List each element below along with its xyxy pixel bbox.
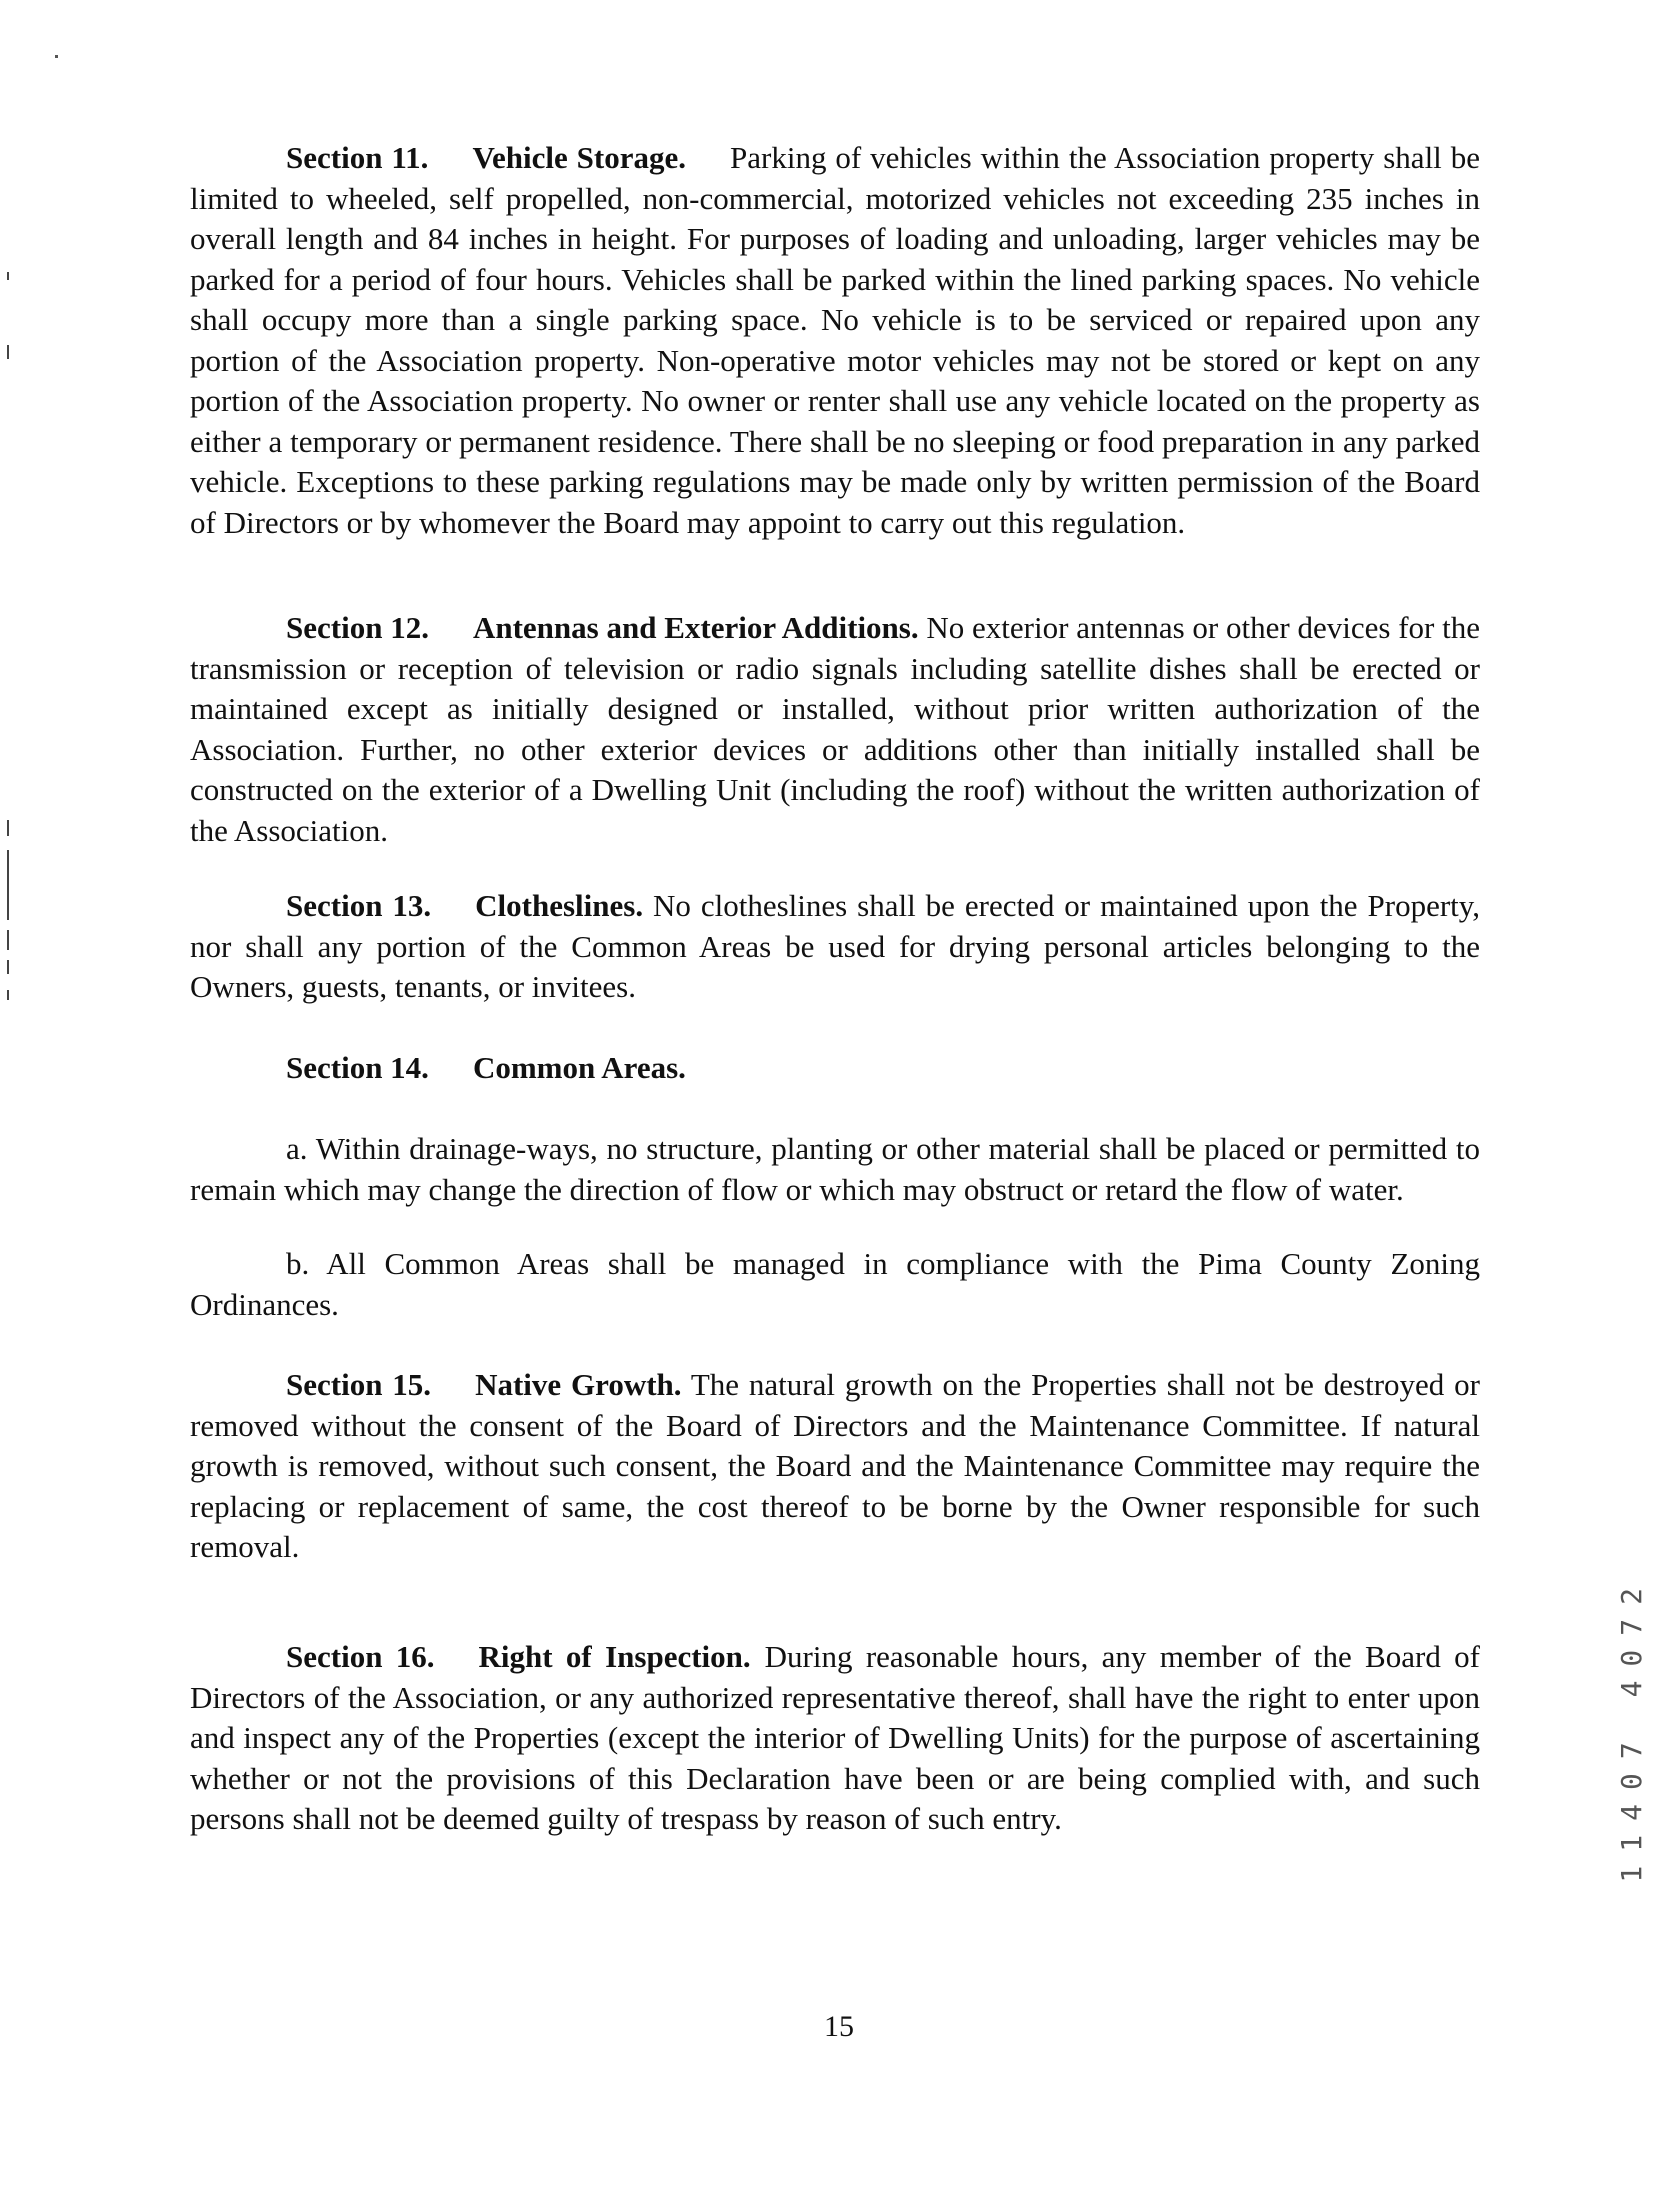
- section-12: [190, 608, 1480, 851]
- section-number: Section 12.: [286, 610, 429, 645]
- scan-artifact: [7, 990, 9, 1000]
- section-14-paragraph-b: [190, 1244, 1480, 1325]
- scan-artifact: [7, 850, 9, 920]
- section-number: Section 16.: [286, 1639, 435, 1674]
- section-title: Vehicle Storage.: [472, 140, 687, 175]
- section-number: Section 11.: [286, 140, 429, 175]
- scan-artifact: [7, 820, 9, 836]
- section-14: [190, 1048, 1480, 1089]
- section-body: No exterior antennas or other devices for the transmission or reception of television or radio signals including satellite dishes shall be erected or maintained except as initially designed or installed, without prior written authorization of the Association. Further, no other exterior devices or additions other than initially installed shall be constructed on the exterior of a Dwelling Unit (including the roof) without the written authorization of the Association.: [190, 610, 1481, 848]
- section-number: Section 14.: [286, 1050, 429, 1085]
- section-body: b. All Common Areas shall be managed in compliance with the Pima County Zoning Ordinances.: [190, 1246, 1480, 1322]
- section-15: [190, 1365, 1480, 1568]
- section-body: No clotheslines shall be erected or maintained upon the Property, nor shall any portion of the Common Areas be used for drying personal articles belonging to the Owners, guests, tenants, or invitees.: [190, 888, 1481, 1004]
- section-14-paragraph-a: [190, 1129, 1480, 1210]
- section-body: a. Within drainage-ways, no structure, planting or other material shall be placed or permitted to remain which may change the direction of flow or which may obstruct or retard the flow of water.: [190, 1131, 1480, 1207]
- section-number: Section 13.: [286, 888, 432, 923]
- section-11: [190, 138, 1480, 543]
- section-title: Common Areas.: [472, 1050, 686, 1085]
- section-16: [190, 1637, 1480, 1840]
- section-body: During reasonable hours, any member of the Board of Directors of the Association, or any authorized representative thereof, shall have the right to enter upon and inspect any of the Properties (except the interior of Dwelling Units) for the purpose of ascertaining whether or not the provisions of this Declaration have been or are being complied with, and such persons shall not be deemed guilty of trespass by reason of such entry.: [190, 1639, 1480, 1836]
- recording-stamp: 11407 4072: [1615, 1574, 1648, 1883]
- page-number: 15: [824, 2010, 854, 2043]
- section-body: The natural growth on the Properties shall not be destroyed or removed without the consent of the Board of Directors and the Maintenance Committee. If natural growth is removed, without such consent, the Board and the Maintenance Committee may require the replacing or replacement of same, the cost thereof to be borne by the Owner responsible for such removal.: [190, 1367, 1480, 1564]
- scan-artifact: [7, 930, 9, 950]
- section-body: Parking of vehicles within the Association property shall be limited to wheeled, self propelled, non-commercial, motorized vehicles not exceeding 235 inches in overall length and 84 inches in height. For purposes of loading and unloading, larger vehicles may be parked for a period of four hours. Vehicles shall be parked within the lined parking spaces. No vehicle shall occupy more than a single parking space. No vehicle is to be serviced or repaired upon any portion of the Association property. Non-operative motor vehicles may not be stored or kept on any portion of the Association property. No owner or renter shall use any vehicle located on the property as either a temporary or permanent residence. There shall be no sleeping or food preparation in any parked vehicle. Exceptions to these parking regulations may be made only by written permission of the Board of Directors or by whomever the Board may appoint to carry out this regulation.: [190, 140, 1481, 540]
- section-title: Native Growth.: [475, 1367, 682, 1402]
- scan-artifact: [7, 272, 9, 280]
- scan-artifact: [7, 345, 9, 359]
- section-title: Right of Inspection.: [478, 1639, 751, 1674]
- section-title: Clotheslines.: [475, 888, 644, 923]
- scan-artifact: [55, 55, 58, 58]
- section-title: Antennas and Exterior Additions.: [472, 610, 919, 645]
- section-13: [190, 886, 1480, 1008]
- section-number: Section 15.: [286, 1367, 432, 1402]
- scan-artifact: [7, 960, 9, 974]
